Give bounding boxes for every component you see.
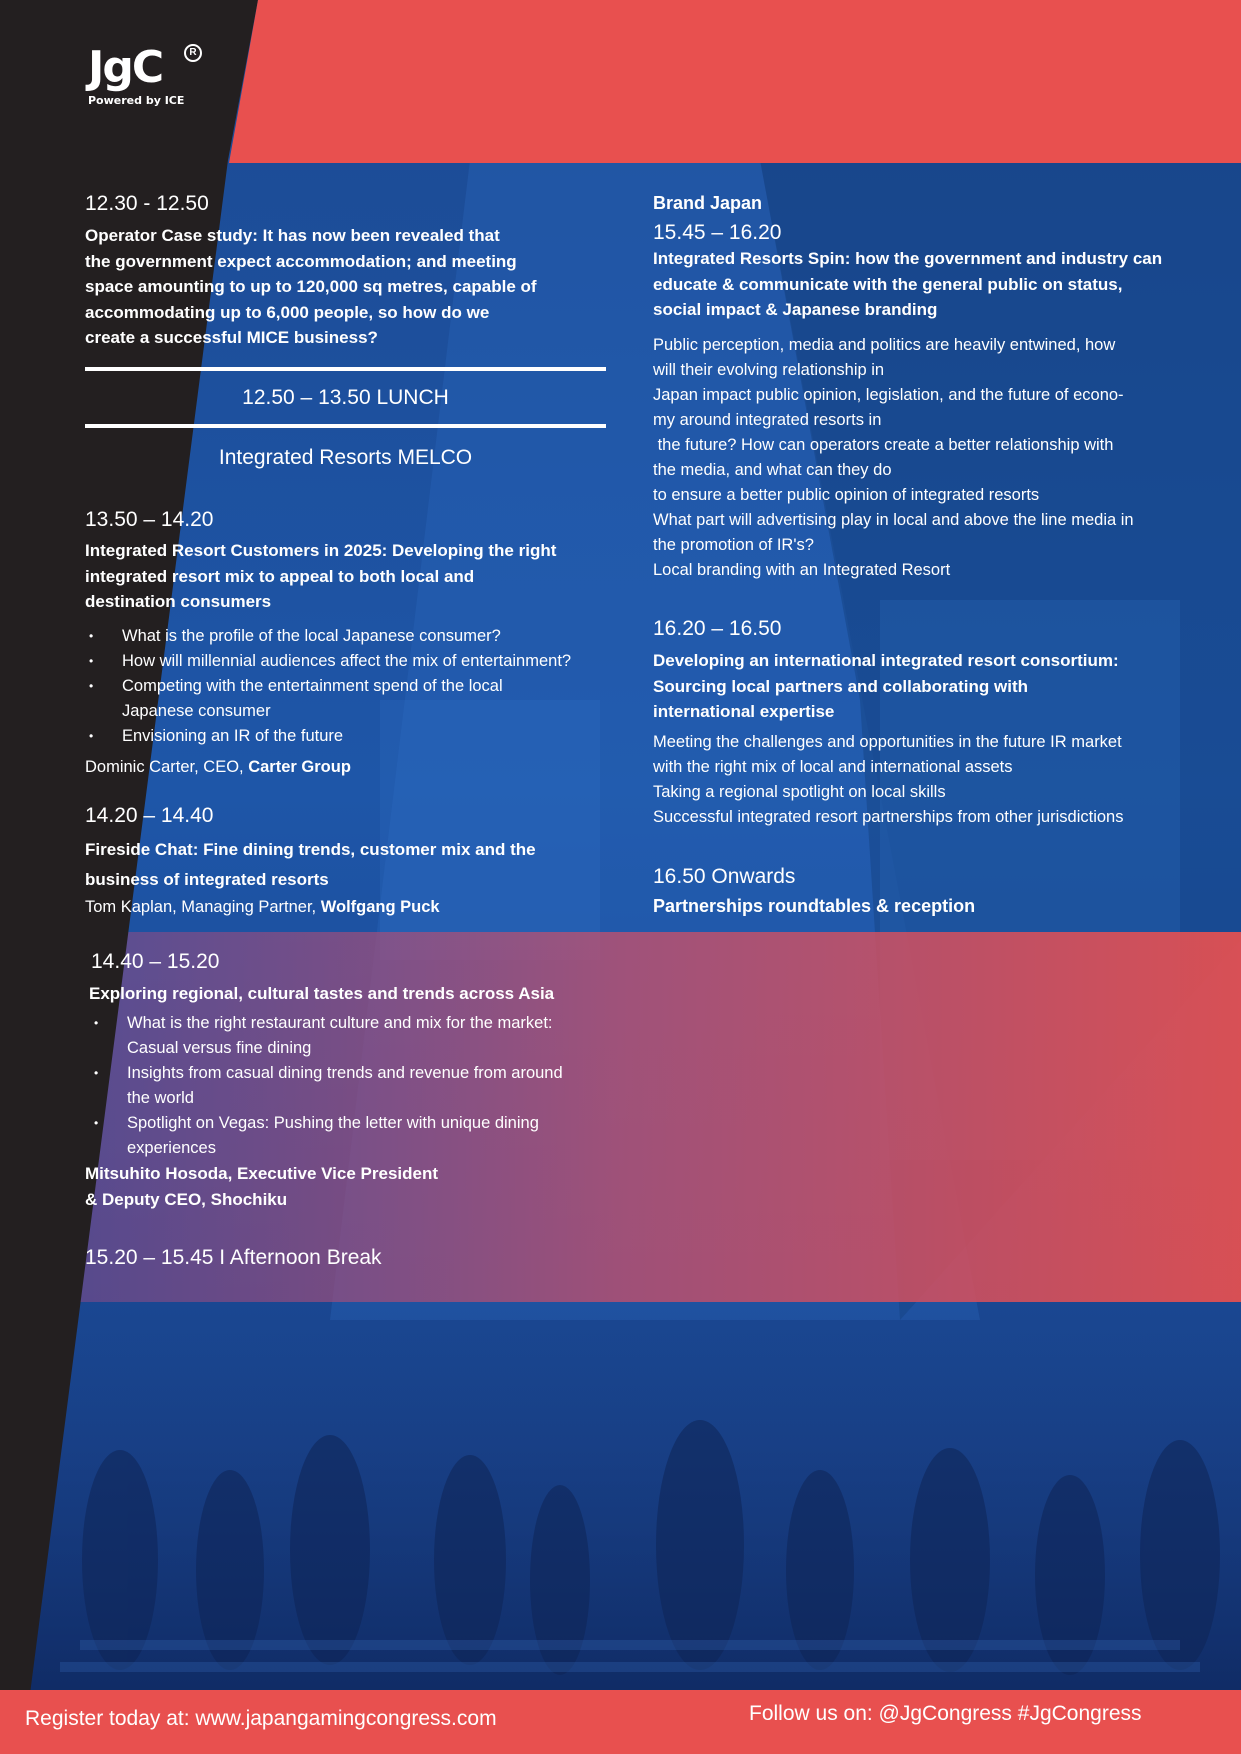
speaker-name: Dominic Carter, CEO, (85, 758, 249, 776)
session-title: Partnerships roundtables & reception (653, 896, 976, 916)
title-line: Operator Case study: It has now been revealed that (85, 226, 500, 245)
bullet-item-continued (90, 1136, 620, 1161)
description-line: the media, and what can they do (653, 461, 892, 479)
title-line: space amounting to up to 120,000 sq metres, capable of (85, 277, 537, 296)
title-line: Exploring regional, cultural tastes and trends across Asia (89, 984, 555, 1003)
powered-by-text: Powered by ICE (88, 94, 185, 107)
bullet-text: experiences (127, 1139, 216, 1157)
logo-wordmark: JgC (88, 42, 163, 93)
description-line: Local branding with an Integrated Resort (653, 561, 951, 579)
title-line: international expertise (653, 702, 835, 721)
bullet-text: What is the profile of the local Japanese consumer? (122, 627, 501, 645)
description-line: What part will advertising play in local and above the line media in (653, 511, 1134, 529)
description-line: Japan impact public opinion, legislation, and the future of econo- (653, 386, 1124, 404)
title-line: Sourcing local partners and collaborating with (653, 676, 1028, 696)
session-time: 16.20 – 16.50 (653, 617, 782, 640)
description-line: my around integrated resorts in (653, 411, 882, 429)
bullet-text: Japanese consumer (122, 702, 271, 720)
session-bullets (90, 1011, 620, 1161)
bullet-item (85, 724, 615, 749)
afternoon-break: 15.20 – 15.45 I Afternoon Break (85, 1246, 382, 1269)
session-time: 13.50 – 14.20 (85, 508, 214, 531)
divider (85, 367, 606, 371)
bullet-dot-icon: • (94, 1116, 99, 1130)
session-title (85, 538, 556, 615)
description-line: Meeting the challenges and opportunities in the future IR market (653, 733, 1122, 751)
speaker-line: Mitsuhito Hosoda, Executive Vice President (85, 1164, 439, 1183)
track-title: Brand Japan (653, 193, 763, 213)
session-title (653, 246, 1162, 323)
title-line: integrated resort mix to appeal to both local and (85, 566, 475, 586)
description-line: will their evolving relationship in (653, 361, 885, 379)
bullet-text: Insights from casual dining trends and revenue from around (127, 1064, 563, 1082)
title-line: Fireside Chat: Fine dining trends, customer mix and the (85, 840, 536, 859)
description-line: Public perception, media and politics are heavily entwined, how (653, 336, 1116, 354)
description-line: to ensure a better public opinion of integrated resorts (653, 486, 1040, 504)
bullet-dot-icon: • (89, 654, 94, 668)
speaker-company: Wolfgang Puck (320, 898, 440, 916)
description-line: the promotion of IR's? (653, 536, 814, 554)
speaker-line: & Deputy CEO, Shochiku (85, 1190, 288, 1209)
bullet-item (90, 1111, 620, 1136)
session-title (85, 835, 536, 895)
speaker-company: Carter Group (248, 758, 351, 776)
session-title (653, 648, 1119, 725)
bullet-text: Competing with the entertainment spend of the local (122, 677, 503, 695)
registered-mark-icon: R (184, 44, 202, 62)
bullet-text: How will millennial audiences affect the mix of entertainment? (122, 652, 572, 670)
title-line: destination consumers (85, 592, 272, 611)
description-line: with the right mix of local and international assets (653, 758, 1013, 776)
bullet-dot-icon: • (94, 1016, 99, 1030)
session-title (85, 223, 537, 351)
bullet-item-continued (85, 699, 615, 724)
session-description (653, 333, 1134, 583)
title-line: social impact & Japanese branding (653, 300, 938, 319)
bullet-text: What is the right restaurant culture and mix for the market: (127, 1014, 553, 1032)
bullet-dot-icon: • (89, 629, 94, 643)
lunch-break: 12.50 – 13.50 LUNCH (242, 386, 449, 409)
session-time: 16.50 Onwards (653, 865, 796, 888)
description-line: Taking a regional spotlight on local skills (653, 783, 946, 801)
session-time: 15.45 – 16.20 (653, 221, 782, 244)
title-line: Integrated Resorts Spin: how the government and industry can (653, 249, 1163, 268)
bullet-text: Spotlight on Vegas: Pushing the letter with unique dining (127, 1114, 539, 1132)
bullet-item-continued (90, 1086, 620, 1111)
session-time: 14.40 – 15.20 (91, 950, 220, 973)
bullet-item (90, 1061, 620, 1086)
bullet-item-continued (90, 1036, 620, 1061)
title-line: educate & communicate with the general public on status, (653, 274, 1123, 294)
bullet-dot-icon: • (94, 1066, 99, 1080)
session-title (89, 981, 554, 1007)
bullet-item (85, 624, 615, 649)
social-handles[interactable]: Follow us on: @JgCongress #JgCongress (749, 1702, 1142, 1725)
speaker (85, 755, 351, 780)
title-line: Integrated Resort Customers in 2025: Developing the right (85, 541, 557, 560)
bullet-dot-icon: • (89, 729, 94, 743)
session-time: 14.20 – 14.40 (85, 804, 214, 827)
bullet-text: Envisioning an IR of the future (122, 727, 344, 745)
speaker (85, 1161, 438, 1213)
bullet-text: the world (127, 1089, 194, 1107)
title-line: business of integrated resorts (85, 870, 329, 889)
description-line: Successful integrated resort partnerships from other jurisdictions (653, 808, 1124, 826)
register-link[interactable]: Register today at: www.japangamingcongress.com (25, 1707, 497, 1730)
bullet-item (85, 649, 615, 674)
jgc-logo (88, 44, 218, 124)
speaker (85, 895, 440, 920)
title-line: accommodating up to 6,000 people, so how do we (85, 302, 490, 322)
divider (85, 424, 606, 428)
bullet-item (90, 1011, 620, 1036)
bullet-text: Casual versus fine dining (127, 1039, 312, 1057)
session-time: 12.30 - 12.50 (85, 192, 209, 215)
description-line: the future? How can operators create a better relationship with (653, 436, 1114, 454)
title-line: create a successful MICE business? (85, 328, 378, 347)
session-bullets (85, 624, 615, 749)
track-title: Integrated Resorts MELCO (218, 446, 473, 469)
bullet-dot-icon: • (89, 679, 94, 693)
session-description (653, 730, 1123, 830)
speaker-name: Tom Kaplan, Managing Partner, (85, 898, 321, 916)
title-line: the government expect accommodation; and meeting (85, 251, 517, 271)
title-line: Developing an international integrated resort consortium: (653, 651, 1119, 670)
bullet-item (85, 674, 615, 699)
